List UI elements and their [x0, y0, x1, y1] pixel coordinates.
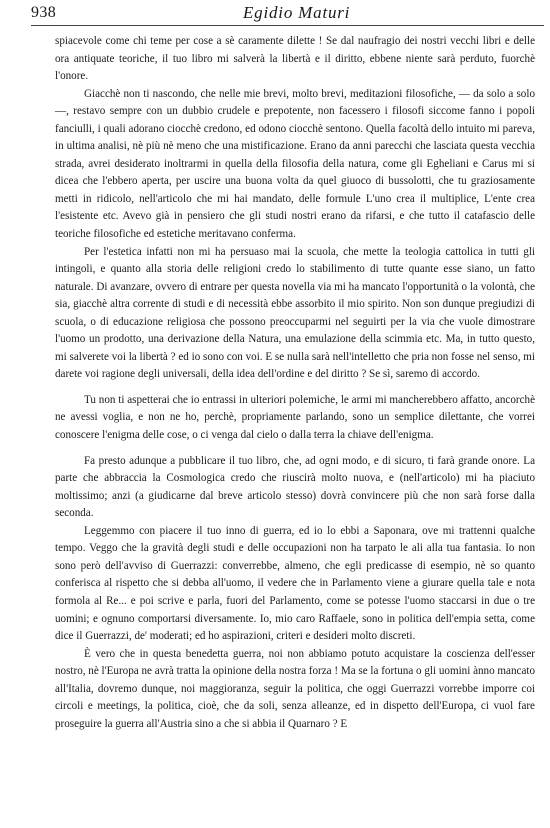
paragraph: Leggemmo con piacere il tuo inno di guerra, ed io lo ebbi a Saponara, ove mi trattenni qualche tempo. Veggo che la gravità degli studi e delle occupazioni non ha tarpato le ali alla tua fantasia. Io non sono però dell'avviso di Guerrazzi: converrebbe, almeno, che egli predicasse di esempio, nè so quanto conferisca al rispetto che si debba all'uomo, il vedere che in Parlamento viene a giurare quella tale e nota formola al Re... e poi scrive e parla, fuori del Parlamento, come se potesse l'uomo staccarsi in due o tre uomini; e ognuno comportarsi diversamente. Io, mio caro Raffaele, sono in politica dell'empia setta, come dice il Guerrazzi, de' moderati; ed ho aspirazioni, criteri e desideri molto discreti.	[55, 524, 535, 643]
header-rule	[31, 25, 544, 26]
running-head: Egidio Maturi	[243, 3, 351, 22]
paragraph: Giacchè non ti nascondo, che nelle mie brevi, molto brevi, meditazioni filosofiche, — da solo a solo —, restavo sempre con un dubbio crudele e prepotente, non facessero i filosofi siccome fanno i popoli fanciulli, i quali adorano ciocchè credono, ed odono ciocchè sentono. Quella facoltà dello intuito mi pareva, in ultima analisi, nè più nè meno che una mistificazione. Erano da anni parecchi che lasciata questa vecchia strada, avrei desiderato inoltrarmi in quella della filosofia della natura, come gli Egheliani e Carus mi si dicea che l'ebbero aperta, per uscire una buona volta da quel giuoco di bussolotti, che tu graziosamente metti in ridicolo, nell'articolo che mi hai mandato, delle formule L'uno crea il multiplice, L'ente crea l'esistente etc. Avevo già in pensiero che gli studi nostri erano da rifarsi, e che tutto il catafascio delle teoriche filosofiche ed estetiche meritavano conferma.	[55, 87, 535, 241]
paragraph: È vero che in questa benedetta guerra, noi non abbiamo potuto acquistare la coscienza dell'esser nostro, nè l'Europa ne avrà tratta la opinione della nostra forza ! Ma se la fortuna o gli uomini ànno mancato all'Italia, dovremo dunque, noi maggioranza, seguir la politica, che oggi Guerrazzi vorrebbe imporre coi circoli e meetings, la politica, cioè, che da soli, senza alleanze, ed in dispetto dell'Europa, ci vuol fare proseguire la guerra all'Austria sino a che si abbia il Quarnaro ? E	[55, 647, 535, 730]
body-text	[55, 33, 535, 733]
paragraph: Tu non ti aspetterai che io entrassi in ulteriori polemiche, le armi mi mancherebbero affatto, ancorchè ne avessi voglia, e non ne ho, perchè, propriamente parlando, sono un semplice dilettante, che vorrei conoscere l'enigma delle cose, o ci venga dal cielo o dalla terra la chiave dell'enigma.	[55, 393, 535, 442]
page-header	[31, 2, 542, 26]
paragraph: Per l'estetica infatti non mi ha persuaso mai la scuola, che mette la teologia cattolica in tutti gli intingoli, e quanto alla storia delle religioni credo lo stabilimento di tutte quante esse siano, un fatto naturale. Di avanzare, ovvero di entrare per questa novella via mi ha mancato l'opportunità o la volontà, che sia, giacchè altra corrente di studi e di necessità ebbe assorbito il mio spirito. Non son dunque pregiudizi di scuola, o di educazione religiosa che possono preoccuparmi nel seguirti per la via che vuole dimostrare l'uomo un prodotto, una derivazione della Natura, una emulazione della scimmia etc. Ma, in tutto questo, mi salverete voi la libertà ? ed io sono con voi. E se nulla sarà nell'intelletto che pria non fosse nel senso, mi darete voi ragione degli universali, della idea dell'ordine e del diritto ? Se sì, saremo di accordo.	[55, 245, 535, 381]
page-number: 938	[31, 4, 57, 21]
paragraph: spiacevole come chi teme per cose a sè caramente dilette ! Se dal naufragio dei nostri vecchi libri e delle ora antiquate teoriche, il tuo libro mi salverà la libertà e il diritto, ebbene niente sarà perduto, fuorchè l'onore.	[55, 35, 535, 83]
paragraph: Fa presto adunque a pubblicare il tuo libro, che, ad ogni modo, e di sicuro, ti farà grande onore. La parte che abbraccia la Cosmologica credo che riuscirà molto nuova, e (nell'articolo) mi ha piaciuto moltissimo; anzi (a giudicarne dal breve articolo stesso) dovrà convincere più che non sarà forse dalla seconda.	[55, 454, 535, 520]
